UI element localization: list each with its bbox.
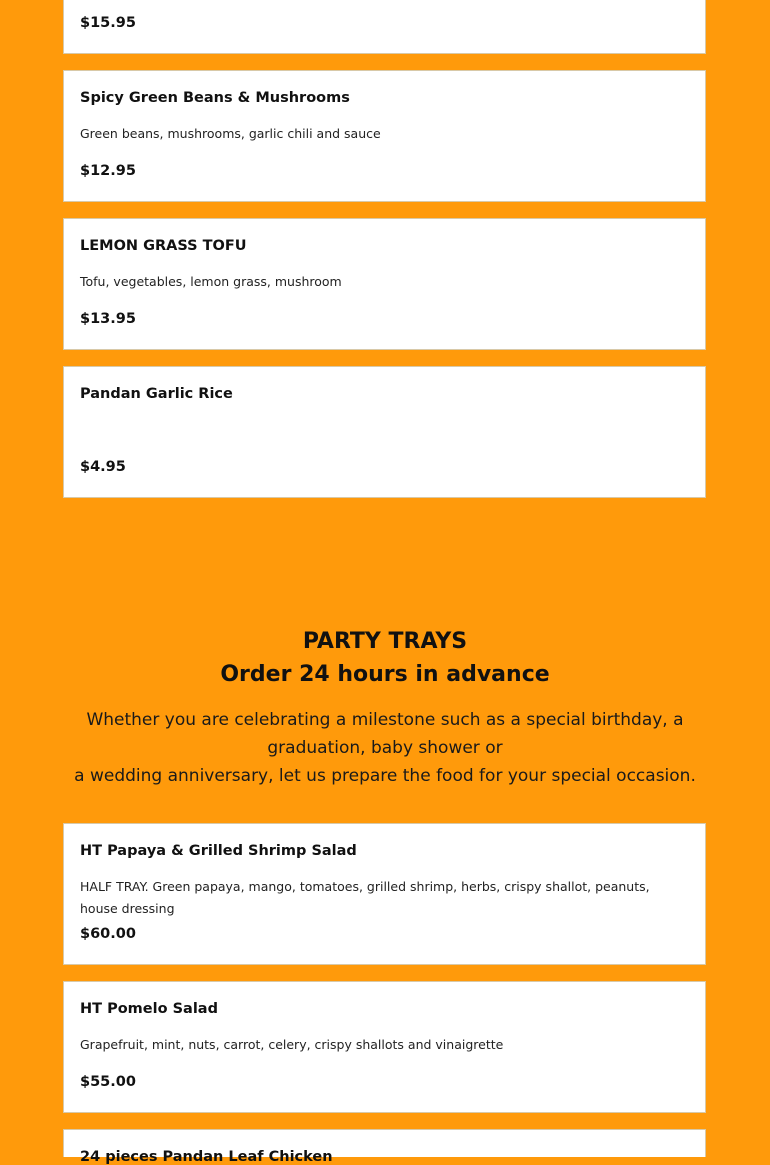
item-price: $13.95 [80, 311, 136, 327]
menu-item-card[interactable] [63, 981, 706, 1113]
item-price: $60.00 [80, 926, 136, 942]
menu-item-card[interactable] [63, 0, 706, 54]
menu-item-card[interactable] [63, 823, 706, 965]
intro-line: Whether you are celebrating a milestone such as a special birthday, a graduation, baby shower or [86, 710, 684, 758]
item-description: Tofu, vegetables, lemon grass, mushroom [80, 274, 342, 289]
section-intro [40, 706, 730, 790]
item-price: $4.95 [80, 459, 126, 475]
item-price: $15.95 [80, 15, 136, 31]
intro-line: a wedding anniversary, let us prepare the food for your special occasion. [74, 766, 696, 786]
menu-item-card[interactable] [63, 366, 706, 498]
menu-item-card[interactable] [63, 218, 706, 350]
item-name: 24 pieces Pandan Leaf Chicken [80, 1149, 333, 1165]
section-title: PARTY TRAYS [302, 629, 468, 654]
item-name: Spicy Green Beans & Mushrooms [80, 90, 350, 106]
item-name: Pandan Garlic Rice [80, 386, 233, 402]
item-price: $12.95 [80, 163, 136, 179]
item-description: HALF TRAY. Green papaya, mango, tomatoes, grilled shrimp, herbs, crispy shallot, peanuts, house dressing [80, 879, 650, 916]
menu-item-card[interactable] [63, 1129, 706, 1165]
item-price: $55.00 [80, 1074, 136, 1090]
item-name: LEMON GRASS TOFU [80, 238, 247, 254]
menu-item-card[interactable] [63, 70, 706, 202]
item-name: HT Papaya & Grilled Shrimp Salad [80, 843, 357, 859]
item-name: HT Pomelo Salad [80, 1001, 218, 1017]
item-description: Grapefruit, mint, nuts, carrot, celery, crispy shallots and vinaigrette [80, 1037, 504, 1052]
item-description: Green beans, mushrooms, garlic chili and sauce [80, 126, 381, 141]
section-subtitle: Order 24 hours in advance [220, 662, 550, 687]
